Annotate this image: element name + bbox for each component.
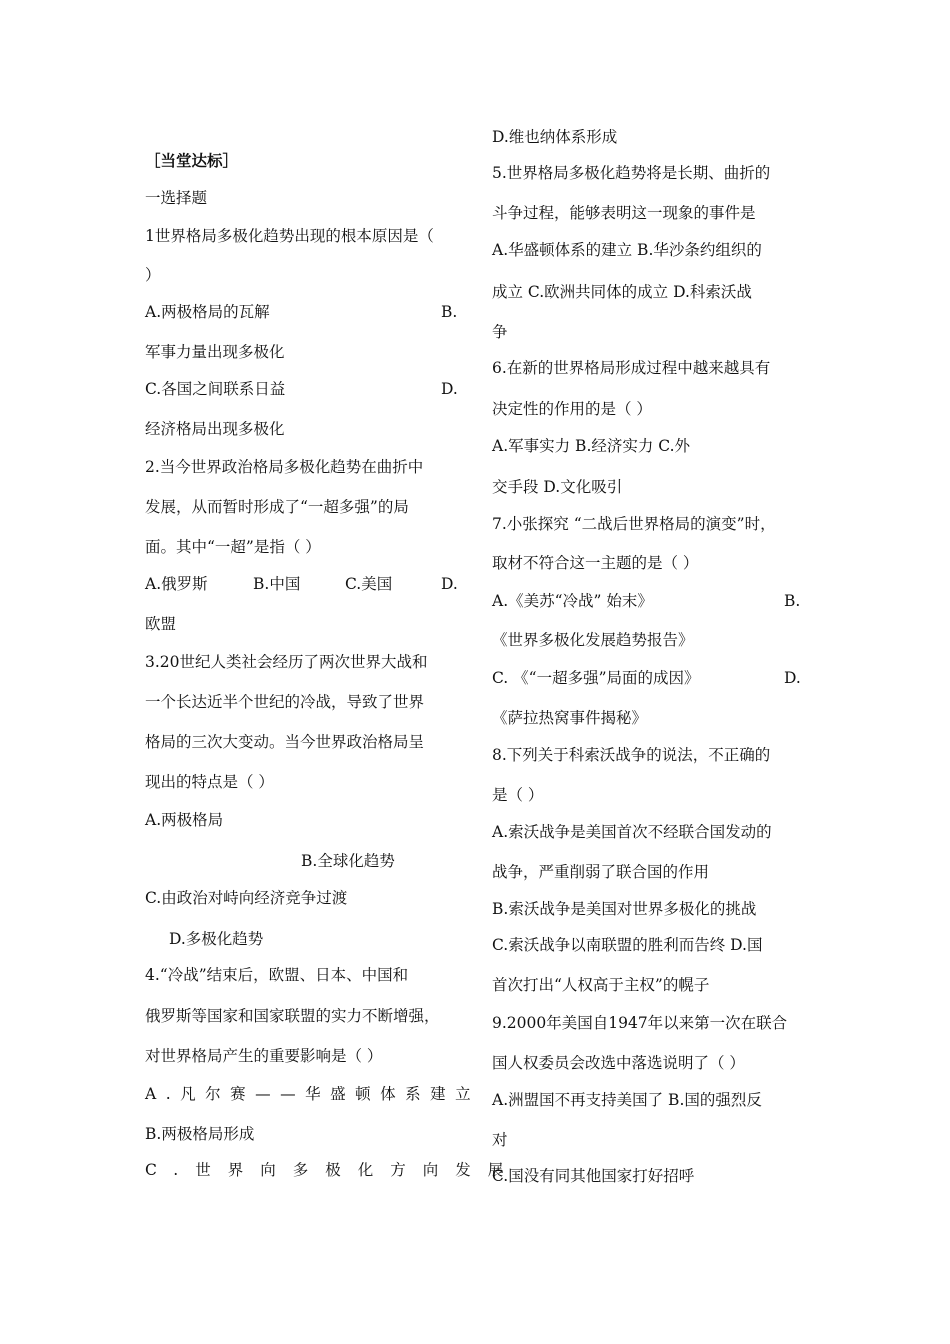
- q2-stem-line3: 面。其中“一超”是指（ ）: [145, 538, 321, 556]
- q9-options-line1: A.洲盟国不再支持美国了 B.国的强烈反: [492, 1091, 762, 1109]
- q2-option-d-text: 欧盟: [145, 615, 177, 633]
- q4-option-a: A.凡尔赛——华盛顿体系建立: [145, 1085, 481, 1103]
- q3-option-c: C.由政治对峙向经济竞争过渡: [145, 889, 348, 907]
- q4-option-b: B.两极格局形成: [145, 1125, 255, 1143]
- q9-option-c: C.国没有同其他国家打好招呼: [492, 1167, 695, 1185]
- q3-stem-line2: 一个长达近半个世纪的冷战，导致了世界: [145, 693, 425, 711]
- q6-options-line1: A.军事实力 B.经济实力 C.外: [492, 437, 691, 455]
- q5-options-line1: A.华盛顿体系的建立 B.华沙条约组织的: [492, 241, 762, 259]
- q5-options-line2: 成立 C.欧洲共同体的成立 D.科索沃战: [492, 283, 752, 301]
- q1-option-d-label: D.: [441, 380, 458, 398]
- q9-stem-line1: 9.2000年美国自1947年以来第一次在联合: [492, 1014, 788, 1032]
- q6-stem-line2: 决定性的作用的是（ ）: [492, 400, 652, 418]
- q4-stem-line2: 俄罗斯等国家和国家联盟的实力不断增强，: [145, 1007, 440, 1025]
- q7-stem-line2: 取材不符合这一主题的是（ ）: [492, 554, 699, 572]
- q5-stem-line2: 斗争过程，能够表明这一现象的事件是: [492, 204, 756, 222]
- q7-option-b-label: B.: [784, 592, 801, 610]
- q6-stem-line1: 6.在新的世界格局形成过程中越来越具有: [492, 359, 771, 377]
- q7-option-c: C. 《“一超多强”局面的成因》: [492, 669, 700, 687]
- q7-option-d-label: D.: [784, 669, 801, 687]
- q2-option-a: A.俄罗斯: [145, 575, 208, 593]
- q1-option-c: C.各国之间联系日益: [145, 380, 286, 398]
- q1-option-a: A.两极格局的瓦解: [145, 303, 270, 321]
- q4-option-c: C.世界向多极化方向发展: [145, 1161, 521, 1179]
- q1-option-d-text: 经济格局出现多极化: [145, 420, 285, 438]
- q4-option-d: D.维也纳体系形成: [492, 128, 618, 146]
- q3-option-b: B.全球化趋势: [301, 852, 395, 870]
- q9-stem-line2: 国人权委员会改选中落选说明了（ ）: [492, 1054, 745, 1072]
- q3-stem-line1: 3.20世纪人类社会经历了两次世界大战和: [145, 653, 428, 671]
- q4-stem-line3: 对世界格局产生的重要影响是（ ）: [145, 1047, 383, 1065]
- q3-option-a: A.两极格局: [145, 811, 224, 829]
- q7-option-a: A.《美苏“冷战” 始末》: [492, 592, 653, 610]
- q9-options-line2: 对: [492, 1131, 508, 1149]
- section-subheading: 一选择题: [145, 189, 208, 207]
- q7-option-b-text: 《世界多极化发展趋势报告》: [492, 631, 694, 649]
- q8-stem-line2: 是（ ）: [492, 786, 544, 804]
- q7-option-d-text: 《萨拉热窝事件揭秘》: [492, 709, 648, 727]
- q2-option-b: B.中国: [253, 575, 301, 593]
- q1-stem-line1: 1世界格局多极化趋势出现的根本原因是（: [145, 227, 434, 245]
- q8-options-cd: C.索沃战争以南联盟的胜利而告终 D.国: [492, 936, 763, 954]
- q2-option-d-label: D.: [441, 575, 458, 593]
- q8-option-b: B.索沃战争是美国对世界多极化的挑战: [492, 900, 757, 918]
- q4-stem-line1: 4.“冷战”结束后，欧盟、日本、中国和: [145, 966, 409, 984]
- q3-stem-line4: 现出的特点是（ ）: [145, 773, 274, 791]
- q2-stem-line1: 2.当今世界政治格局多极化趋势在曲折中: [145, 458, 424, 476]
- q3-option-d: D.多极化趋势: [169, 930, 264, 948]
- q7-stem-line1: 7.小张探究 “二战后世界格局的演变”时，: [492, 515, 776, 533]
- q8-option-a-line2: 战争，严重削弱了联合国的作用: [492, 863, 710, 881]
- q2-option-c: C.美国: [345, 575, 393, 593]
- q6-options-line2: 交手段 D.文化吸引: [492, 478, 623, 496]
- section-heading: ［当堂达标］: [145, 151, 239, 170]
- q5-stem-line1: 5.世界格局多极化趋势将是长期、曲折的: [492, 164, 771, 182]
- q1-option-b-label: B.: [441, 303, 458, 321]
- q5-options-line3: 争: [492, 323, 508, 341]
- q8-option-a-line1: A.索沃战争是美国首次不经联合国发动的: [492, 823, 772, 841]
- q2-stem-line2: 发展，从而暂时形成了“一超多强”的局: [145, 498, 409, 516]
- q3-stem-line3: 格局的三次大变动。当今世界政治格局呈: [145, 733, 425, 751]
- q1-stem-line2: ）: [145, 266, 161, 284]
- q1-option-b-text: 军事力量出现多极化: [145, 343, 285, 361]
- q8-option-d-text: 首次打出“人权高于主权”的幌子: [492, 976, 710, 994]
- q8-stem-line1: 8.下列关于科索沃战争的说法，不正确的: [492, 746, 771, 764]
